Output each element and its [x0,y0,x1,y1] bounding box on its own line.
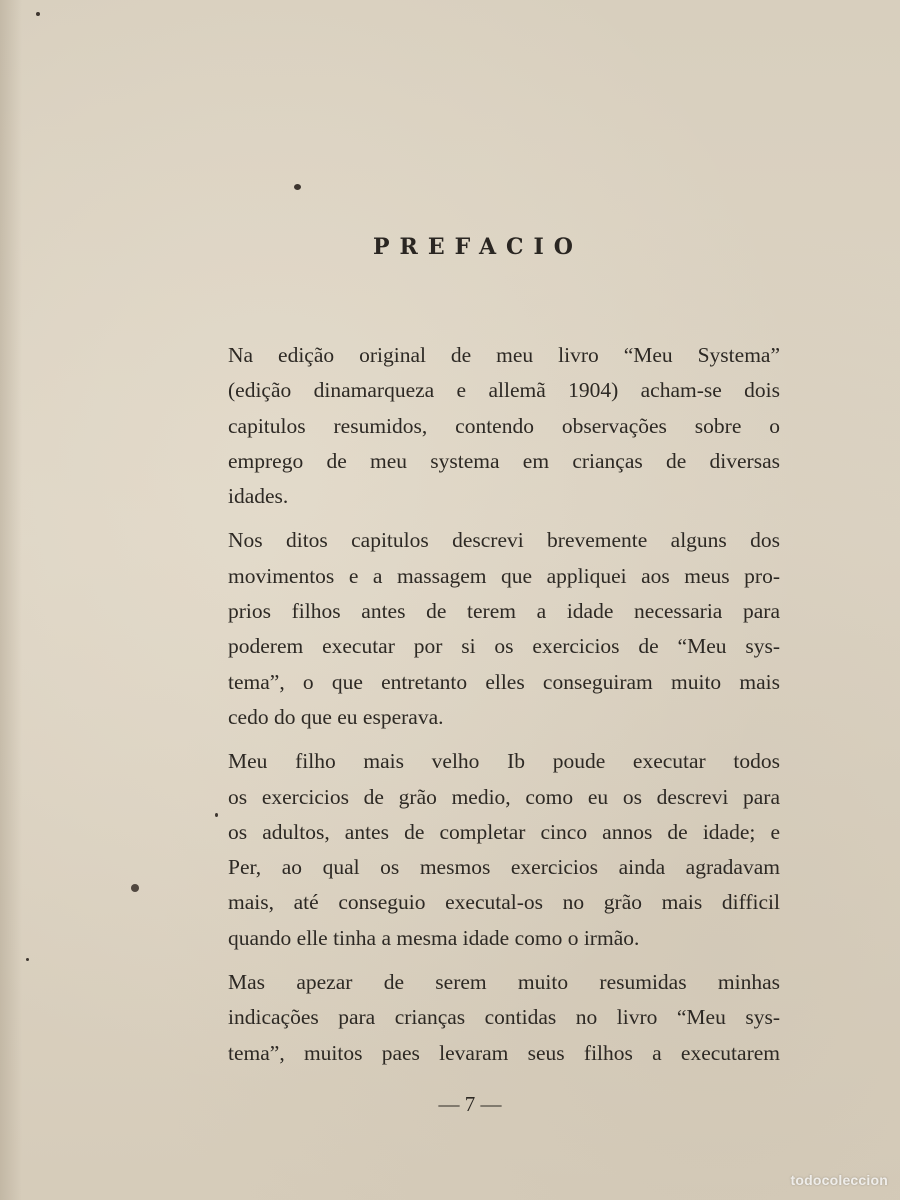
text-line: Na edição original de meu livro “Meu Systema” [228,343,780,367]
text-line: os exercicios de grão medio, como eu os descrevi para [228,784,780,809]
text-line: prios filhos antes de terem a idade necessaria para [228,599,780,624]
text-line: Per, ao qual os mesmos exercicios ainda agradavam [228,855,780,880]
text-line: Nos ditos capitulos descrevi brevemente alguns dos [228,528,780,553]
ink-speck [131,884,139,892]
paragraph-1 [172,338,780,514]
text-line: emprego de meu systema em crianças de diversas [228,448,780,473]
watermark: todocoleccion [790,1172,888,1188]
ink-speck [36,12,40,16]
ink-speck [215,813,218,817]
text-line: cedo do que eu esperava. [228,704,444,729]
text-line: quando elle tinha a mesma idade como o irmão. [228,925,640,950]
text-line: mais, até conseguio executal-os no grão mais difficil [228,890,780,915]
paragraph-2 [172,523,780,735]
text-line: movimentos e a massagem que appliquei aos meus pro- [228,563,780,588]
text-line: Mas apezar de serem muito resumidas minhas [228,970,780,995]
page-number: — 7 — [438,1092,502,1116]
text-line: poderem executar por si os exercicios de “Meu sys- [228,634,780,659]
text-line: idades. [228,484,289,509]
ink-speck [294,184,301,190]
text-line: tema”, muitos paes levaram seus filhos a executarem [228,1040,780,1065]
text-line: tema”, o que entretanto elles conseguiram muito mais [228,669,780,694]
text-line: os adultos, antes de completar cinco annos de idade; e [228,819,780,844]
text-line: indicações para crianças contidas no livro “Meu sys- [228,1005,780,1030]
text-line: (edição dinamarqueza e allemã 1904) acham-se dois [228,378,780,403]
ink-speck [26,958,29,961]
body-text [172,338,780,1080]
paragraph-4 [172,965,780,1071]
page-edge-shadow [0,0,22,1200]
text-line: Meu filho mais velho Ib poude executar todos [228,749,780,774]
paragraph-3 [172,744,780,956]
page-title: PREFACIO [373,234,583,260]
text-line: capitulos resumidos, contendo observações sobre o [228,413,780,438]
